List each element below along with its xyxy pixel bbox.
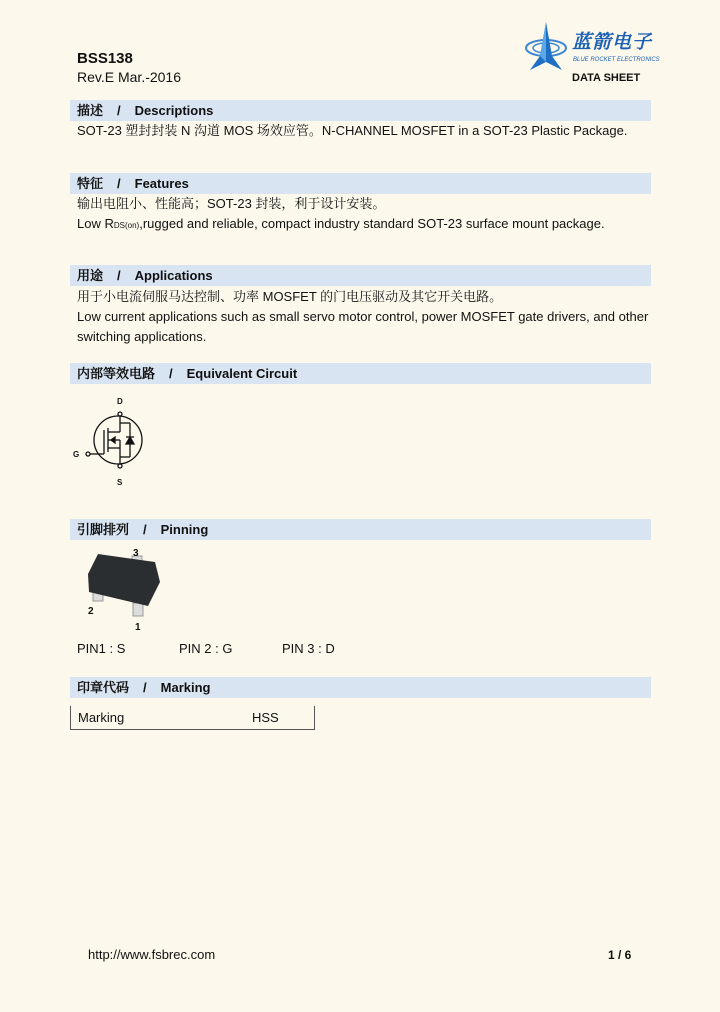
separator: /	[117, 176, 121, 191]
pin3-label: 3	[133, 548, 139, 559]
heading-en: Pinning	[160, 522, 209, 537]
revision: Rev.E Mar.-2016	[77, 69, 182, 85]
section-descriptions	[70, 100, 651, 121]
features-text: ,rugged and reliable, compact industry standard SOT-23 surface mount package.	[139, 216, 605, 231]
pin2-assignment: PIN 2 : G	[179, 641, 233, 656]
page-number: 1 / 6	[608, 948, 632, 962]
descriptions-text: SOT-23 塑封封装 N 沟道 MOS 场效应管。N-CHANNEL MOSFET in a SOT-23 Plastic Package.	[77, 123, 628, 138]
pin1-label: 1	[135, 622, 141, 633]
heading-en: Equivalent Circuit	[186, 366, 298, 381]
table-row	[71, 706, 315, 730]
pin3-assignment: PIN 3 : D	[282, 641, 335, 656]
doc-type: DATA SHEET	[572, 72, 641, 84]
footer-url[interactable]: http://www.fsbrec.com	[88, 947, 216, 962]
pin1-assignment: PIN1 : S	[77, 641, 126, 656]
logo-cn: 蓝箭电子	[572, 32, 653, 53]
heading-en: Marking	[160, 680, 211, 695]
sot23-package-image	[60, 540, 180, 640]
section-marking	[70, 677, 651, 698]
heading-en: Applications	[134, 268, 213, 283]
separator: /	[117, 268, 121, 283]
pin2-label: 2	[88, 606, 94, 617]
rocket-logo-icon	[522, 20, 574, 75]
logo-en: BLUE ROCKET ELECTRONICS	[573, 57, 660, 63]
drain-label: D	[117, 397, 123, 406]
heading-en: Descriptions	[134, 103, 214, 118]
heading-cn: 印章代码	[77, 680, 130, 695]
heading-cn: 内部等效电路	[77, 366, 156, 381]
section-equivalent-circuit	[70, 363, 651, 384]
separator: /	[117, 103, 121, 118]
source-label: S	[117, 478, 123, 487]
sot23-package-icon	[60, 540, 180, 640]
separator: /	[169, 366, 173, 381]
mosfet-circuit	[60, 390, 180, 490]
heading-cn: 描述	[77, 103, 104, 118]
section-applications	[70, 265, 651, 286]
heading-cn: 引脚排列	[77, 522, 130, 537]
heading-en: Features	[134, 176, 189, 191]
gate-label: G	[73, 450, 80, 459]
features-cn: 输出电阻小、性能高；SOT-23 封装，利于设计安装。	[77, 196, 386, 211]
section-features	[70, 173, 651, 194]
subscript: DS(on)	[113, 221, 140, 230]
features-en	[77, 214, 605, 234]
separator: /	[143, 680, 147, 695]
part-number: BSS138	[77, 50, 133, 67]
features-text: Low R	[77, 216, 114, 231]
company-logo	[522, 20, 660, 90]
marking-table	[70, 706, 315, 730]
applications-cn: 用于小电流伺服马达控制、功率 MOSFET 的门电压驱动及其它开关电路。	[77, 289, 503, 304]
heading-cn: 特征	[77, 176, 104, 191]
separator: /	[143, 522, 147, 537]
marking-label: Marking	[71, 706, 246, 730]
section-pinning	[70, 519, 651, 540]
marking-value: HSS	[245, 706, 315, 730]
heading-cn: 用途	[77, 268, 104, 283]
applications-en: Low current applications such as small servo motor control, power MOSFET gate drivers, and other switching applications.	[77, 309, 649, 344]
